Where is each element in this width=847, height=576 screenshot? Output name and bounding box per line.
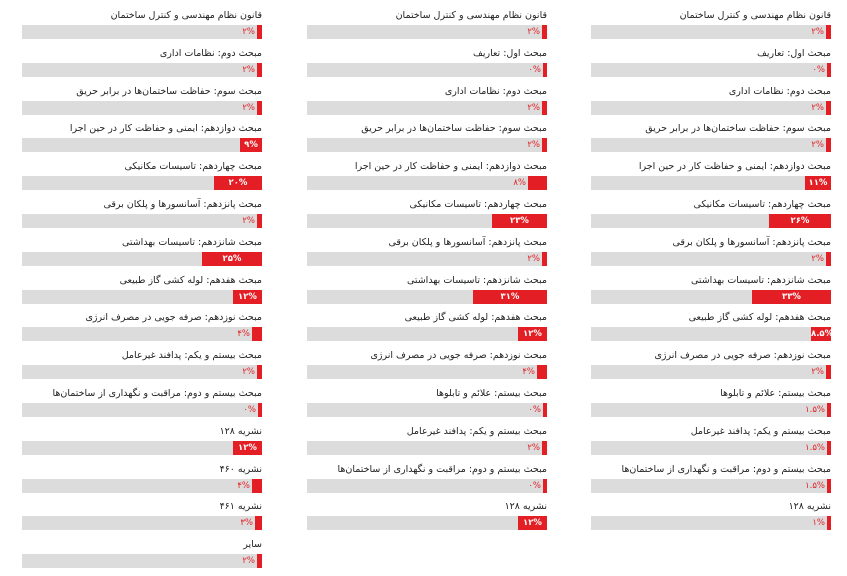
category-label: نشریه ۱۲۸ [504, 501, 547, 513]
bar-row [307, 122, 547, 160]
bar-track [307, 101, 547, 115]
bar-track [591, 101, 831, 115]
category-label: مبحث بیستم و دوم: مراقبت و نگهداری از ساختمان‌ها [621, 463, 831, 475]
data-label: ۱% [812, 518, 825, 529]
bar [827, 516, 831, 530]
data-label: ۳۳% [782, 291, 801, 302]
bar-track [22, 290, 262, 304]
bar [827, 479, 831, 493]
category-label: مبحث اول: تعاریف [757, 47, 831, 59]
bar-row [591, 349, 831, 387]
category-label: مبحث شانزدهم: تاسیسات بهداشتی [121, 236, 262, 248]
category-label: مبحث پانزدهم: آسانسورها و پلکان برقی [388, 236, 547, 248]
bar-row [307, 198, 547, 236]
data-label: ۱۱% [808, 178, 828, 189]
bar-row [307, 311, 547, 349]
bar-row [307, 47, 547, 85]
bar [537, 365, 547, 379]
data-label: ۰% [528, 64, 541, 75]
bar-row [591, 274, 831, 312]
data-label: ۲% [811, 27, 824, 37]
bar [826, 252, 831, 266]
bar-row [591, 198, 831, 236]
bar-row [307, 274, 547, 312]
category-label: نشریه ۴۶۱ [219, 501, 262, 513]
category-label: مبحث بیستم: علائم و تابلوها [720, 387, 831, 399]
bar-row [22, 274, 262, 312]
data-label: ۰% [812, 64, 825, 75]
bar-track [22, 63, 262, 77]
data-label: ۱۲% [238, 291, 257, 302]
data-label: ۱۲% [238, 442, 257, 453]
category-label: مبحث هفدهم: لوله کشی گاز طبیعی [688, 312, 831, 324]
data-label: ۲% [242, 102, 255, 113]
bar-row [22, 538, 262, 576]
data-label: ۲۰% [228, 178, 248, 189]
bar [543, 403, 547, 417]
bar [826, 25, 831, 39]
bar [542, 252, 547, 266]
bar-row [591, 500, 831, 538]
bar-track [22, 365, 262, 379]
bar-track [22, 516, 262, 530]
bar-track [591, 214, 831, 228]
chart-panel-middle [307, 9, 547, 538]
category-label: مبحث چهاردهم: تاسیسات مکانیکی [409, 198, 547, 210]
category-label: مبحث نوزدهم: صرفه جویی در مصرف انرژی [370, 350, 547, 362]
data-label: ۲% [527, 253, 540, 264]
bar [255, 516, 262, 530]
data-label: ۲% [527, 27, 540, 37]
category-label: مبحث بیستم و دوم: مراقبت و نگهداری از ساختمان‌ها [52, 387, 262, 399]
bar [257, 25, 262, 39]
category-label: مبحث پانزدهم: آسانسورها و پلکان برقی [672, 236, 831, 248]
data-label: ۲% [527, 442, 540, 453]
bar-track [22, 101, 262, 115]
bar-track [591, 403, 831, 417]
bar [257, 554, 262, 568]
bar-row [22, 463, 262, 501]
bar [826, 101, 831, 115]
bar-track [22, 441, 262, 455]
category-label: مبحث دوم: نظامات اداری [444, 85, 547, 97]
bar [542, 101, 547, 115]
bar-row [22, 47, 262, 85]
bar-row [591, 85, 831, 123]
bar [258, 403, 262, 417]
bar-track [22, 138, 262, 152]
bar [826, 365, 831, 379]
bar-row [307, 463, 547, 501]
data-label: ۲% [527, 140, 540, 151]
bar-track [591, 479, 831, 493]
bar-track [591, 327, 834, 341]
category-label: مبحث سوم: حفاظت ساختمان‌ها در برابر حریق [361, 123, 547, 135]
bar-row [591, 425, 831, 463]
bar-track [22, 403, 262, 417]
data-label: ۴% [522, 367, 535, 378]
category-label: مبحث نوزدهم: صرفه جویی در مصرف انرژی [654, 350, 831, 362]
category-label: مبحث اول: تعاریف [473, 47, 547, 59]
category-label: مبحث شانزدهم: تاسیسات بهداشتی [690, 274, 831, 286]
data-label: ۳% [240, 518, 253, 529]
category-label: مبحث بیستم و یکم: پدافند غیرعامل [406, 425, 547, 437]
bar [257, 214, 262, 228]
bar-row [22, 311, 262, 349]
bar [257, 63, 262, 77]
bar-row [307, 387, 547, 425]
bar-row [22, 122, 262, 160]
category-label: مبحث دوم: نظامات اداری [159, 47, 262, 59]
data-label: ۸.۵% [811, 329, 834, 340]
bar-row [591, 311, 834, 349]
bar-row [22, 349, 262, 387]
bar-track [591, 252, 831, 266]
data-label: ۲% [242, 215, 255, 226]
bar-track [307, 327, 547, 341]
category-label: مبحث شانزدهم: تاسیسات بهداشتی [406, 274, 547, 286]
category-label: سایر [243, 539, 262, 551]
bar-row [307, 85, 547, 123]
bar-row [22, 9, 262, 47]
data-label: ۲% [811, 102, 824, 113]
category-label: مبحث هفدهم: لوله کشی گاز طبیعی [404, 312, 547, 324]
bar-track [591, 365, 831, 379]
category-label: قانون نظام مهندسی و کنترل ساختمان [395, 10, 547, 21]
category-label: مبحث دوازدهم: ایمنی و حفاظت کار در حین اجرا [69, 123, 262, 135]
bar-row [591, 9, 831, 47]
bar-row [307, 9, 547, 47]
category-label: مبحث سوم: حفاظت ساختمان‌ها در برابر حریق [645, 123, 831, 135]
category-label: نشریه ۱۲۸ [219, 425, 262, 437]
bar [542, 138, 547, 152]
bar [257, 101, 262, 115]
bar-row [591, 387, 831, 425]
category-label: قانون نظام مهندسی و کنترل ساختمان [110, 10, 262, 21]
bar-row [307, 500, 547, 538]
bar-row [591, 160, 831, 198]
data-label: ۲% [242, 27, 255, 37]
bar-track [307, 176, 547, 190]
category-label: مبحث بیستم و یکم: پدافند غیرعامل [121, 350, 262, 362]
bar-track [22, 176, 262, 190]
bar-row [22, 160, 262, 198]
bar [252, 479, 262, 493]
bar-track [22, 554, 262, 568]
data-label: ۲۵% [222, 253, 242, 264]
chart-panel-right [591, 9, 834, 538]
data-label: ۴% [237, 480, 250, 491]
data-label: ۲۳% [510, 215, 529, 226]
bar-row [591, 236, 831, 274]
chart-panel-left [22, 9, 262, 576]
bar-track [307, 516, 547, 530]
bar-track [307, 441, 547, 455]
category-label: مبحث دوم: نظامات اداری [728, 85, 831, 97]
bar-track [307, 403, 547, 417]
data-label: ۲% [242, 556, 255, 567]
bar-track [591, 63, 831, 77]
bar-row [307, 236, 547, 274]
data-label: ۰% [528, 480, 541, 491]
bar [528, 176, 547, 190]
category-label: مبحث سوم: حفاظت ساختمان‌ها در برابر حریق [76, 85, 262, 97]
data-label: ۸% [513, 178, 526, 189]
data-label: ۱۲% [523, 518, 542, 529]
category-label: مبحث دوازدهم: ایمنی و حفاظت کار در حین اجرا [638, 161, 831, 173]
bar [543, 479, 547, 493]
bar [542, 25, 547, 39]
bar [827, 441, 831, 455]
data-label: ۹% [244, 140, 258, 151]
bar-row [22, 387, 262, 425]
bar-track [22, 252, 262, 266]
bar [542, 441, 547, 455]
data-label: ۲% [811, 367, 824, 378]
bar-row [22, 500, 262, 538]
bar [543, 63, 547, 77]
bar-track [307, 365, 547, 379]
data-label: ۱.۵% [805, 480, 825, 491]
category-label: مبحث هفدهم: لوله کشی گاز طبیعی [119, 274, 262, 286]
bar-track [591, 138, 831, 152]
category-label: قانون نظام مهندسی و کنترل ساختمان [679, 10, 831, 21]
data-label: ۲% [242, 64, 255, 75]
bar-track [307, 25, 547, 39]
bar-row [307, 349, 547, 387]
category-label: مبحث چهاردهم: تاسیسات مکانیکی [124, 161, 262, 173]
category-label: مبحث بیستم و یکم: پدافند غیرعامل [690, 425, 831, 437]
data-label: ۲۶% [790, 215, 810, 226]
bar [827, 403, 831, 417]
bar-row [307, 425, 547, 463]
bar-row [307, 160, 547, 198]
bar-track [307, 214, 547, 228]
category-label: مبحث بیستم: علائم و تابلوها [436, 387, 547, 399]
data-label: ۲% [527, 102, 540, 113]
bar-row [591, 122, 831, 160]
bar-track [591, 25, 831, 39]
data-label: ۱.۵% [805, 404, 825, 415]
bar-track [307, 138, 547, 152]
bar-track [22, 327, 262, 341]
bar-row [22, 236, 262, 274]
category-label: مبحث نوزدهم: صرفه جویی در مصرف انرژی [85, 312, 262, 324]
bar-row [22, 198, 262, 236]
data-label: ۴% [237, 329, 250, 340]
bar-track [591, 290, 831, 304]
bar [257, 365, 262, 379]
bar-row [591, 47, 831, 85]
category-label: مبحث دوازدهم: ایمنی و حفاظت کار در حین اجرا [354, 161, 547, 173]
category-label: نشریه ۴۶۰ [219, 463, 262, 475]
bar [826, 138, 831, 152]
bar-row [22, 425, 262, 463]
bar-row [22, 85, 262, 123]
data-label: ۰% [243, 404, 256, 415]
data-label: ۱.۵% [805, 442, 825, 453]
data-label: ۱۲% [523, 329, 542, 340]
bar-track [307, 252, 547, 266]
data-label: ۳۱% [500, 291, 520, 302]
bar-track [591, 516, 831, 530]
data-label: ۲% [242, 367, 255, 378]
category-label: مبحث بیستم و دوم: مراقبت و نگهداری از ساختمان‌ها [337, 463, 547, 475]
bar-track [22, 214, 262, 228]
bar-track [307, 63, 547, 77]
bar-track [307, 290, 547, 304]
bar-track [22, 25, 262, 39]
category-label: نشریه ۱۲۸ [788, 501, 831, 513]
bar-track [307, 479, 547, 493]
category-label: مبحث پانزدهم: آسانسورها و پلکان برقی [103, 198, 262, 210]
category-label: مبحث چهاردهم: تاسیسات مکانیکی [693, 198, 831, 210]
bar [252, 327, 262, 341]
data-label: ۲% [811, 253, 824, 264]
bar [827, 63, 831, 77]
data-label: ۲% [811, 140, 824, 151]
data-label: ۰% [528, 404, 541, 415]
bar-track [591, 441, 831, 455]
bar-track [591, 176, 831, 190]
bar-row [591, 463, 831, 501]
bar-track [22, 479, 262, 493]
